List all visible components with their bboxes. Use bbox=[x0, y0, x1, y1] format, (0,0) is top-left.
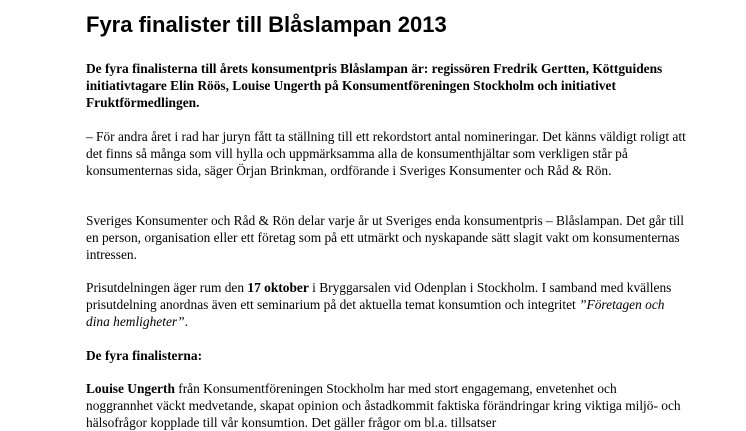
finalist-description: från Konsumentföreningen Stockholm har med stort engagemang, envetenhet och noggrannhet väckt medvetande, skapat opinion och åstadkommit faktiska förändringar kring viktiga miljö- och hälsofrågor kopplade till vår konsumtion. Det gäller frågor om bl.a. tillsatser bbox=[86, 381, 681, 430]
ceremony-date: 17 oktober bbox=[247, 280, 309, 295]
finalists-heading: De fyra finalisterna: bbox=[86, 348, 203, 363]
finalist-name: Louise Ungerth bbox=[86, 381, 175, 396]
quote-paragraph: – För andra året i rad har juryn fått ta ställning till ett rekordstort antal nomineringar. Det känns väldigt roligt att det finns så många som vill hylla och uppmärksamma alla de konsumenthjältar som verkligen står på konsumenternas sida, säger Örjan Brinkman, ordförande i Sveriges Konsumenter och Råd & Rön. bbox=[86, 129, 686, 178]
ceremony-text-1: Prisutdelningen äger rum den bbox=[86, 280, 248, 295]
ceremony-text-3: . bbox=[184, 314, 188, 329]
ceremony-paragraph bbox=[86, 279, 686, 330]
about-prize-paragraph: Sveriges Konsumenter och Råd & Rön delar varje år ut Sveriges enda konsumentpris – Blåslampan. Det går till en person, organisation eller ett företag som på ett utmärkt och nyskapande sätt slagit vakt om konsumenternas intressen. bbox=[86, 213, 684, 262]
lead-paragraph: De fyra finalisterna till årets konsumentpris Blåslampan är: regissören Fredrik Gertten, Köttguidens initiativtagare Elin Röös, Louise Ungerth på Konsumentföreningen Stockholm och initiativet Fruktförmedlingen. bbox=[86, 61, 663, 110]
article-title: Fyra finalister till Blåslampan 2013 bbox=[86, 12, 447, 37]
seminar-title: ”Företagen och dina hemligheter” bbox=[86, 297, 665, 329]
finalist-paragraph bbox=[86, 380, 686, 431]
ceremony-text-2: i Bryggarsalen vid Odenplan i Stockholm. I samband med kvällens prisutdelning anordnas även ett seminarium på det aktuella temat konsumtion och integritet bbox=[86, 280, 672, 312]
